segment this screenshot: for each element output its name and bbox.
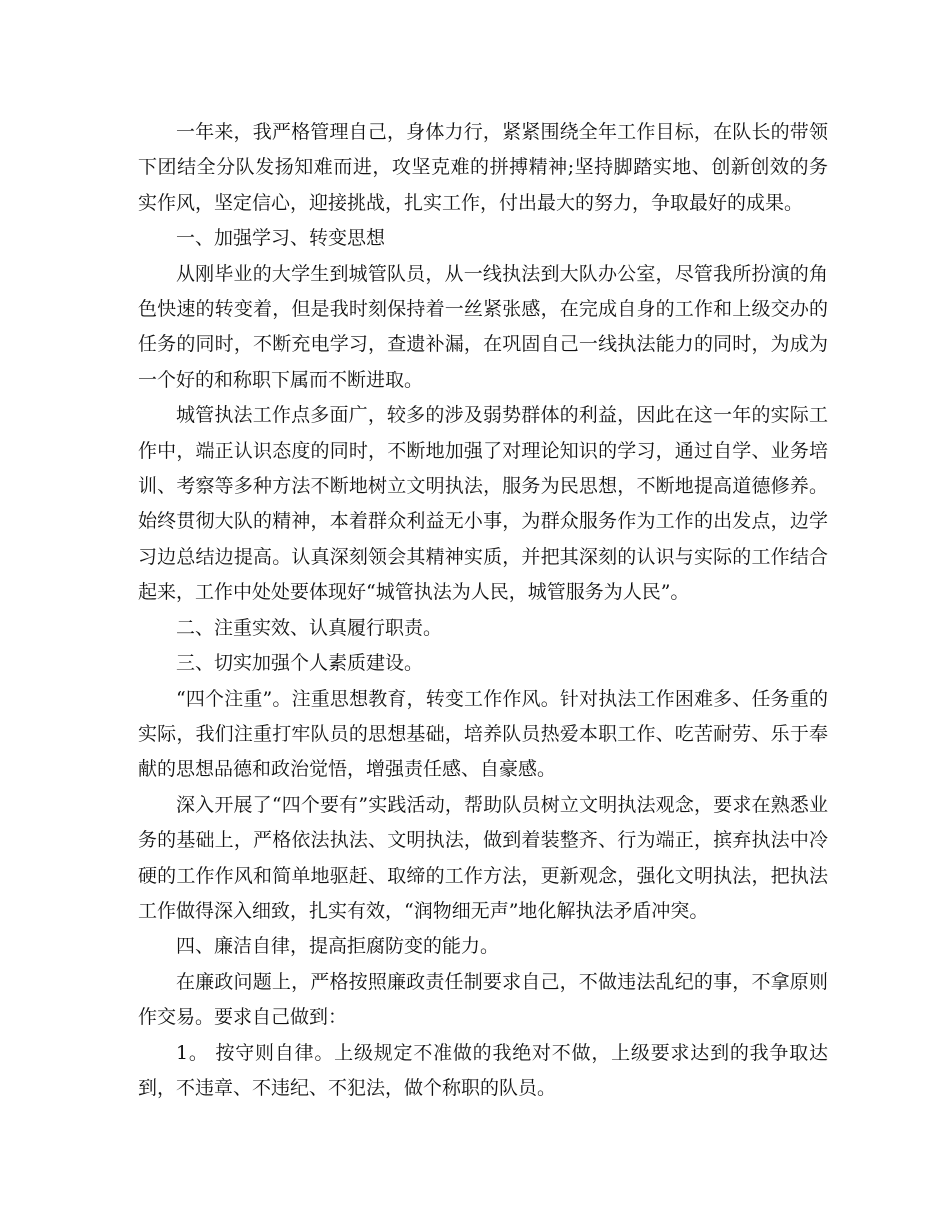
paragraph-study: 从刚毕业的大学生到城管队员，从一线执法到大队办公室，尽管我所扮演的角色快速的转变着，但是我时刻保持着一丝紧张感，在完成自身的工作和上级交办的任务的同时，不断充电学习，查遗补漏，在巩固自己一线执法能力的同时，为成为一个好的和称职下属而不断进取。 xyxy=(138,262,828,391)
section-heading-2: 二、注重实效、认真履行职责。 xyxy=(176,616,443,639)
paragraph-four-focuses: “四个注重”。注重思想教育，转变工作作风。针对执法工作困难多、任务重的实际，我们注重打牢队员的思想基础，培养队员热爱本职工作、吃苦耐劳、乐于奉献的思想品德和政治觉悟，增强责任感、自豪感。 xyxy=(138,687,828,781)
paragraph-rule-1: 1。 按守则自律。上级规定不准做的我绝对不做，上级要求达到的我争取达到，不违章、不违纪、不犯法，做个称职的队员。 xyxy=(138,1041,828,1099)
paragraph-integrity: 在廉政问题上，严格按照廉政责任制要求自己，不做违法乱纪的事，不拿原则作交易。要求自己做到： xyxy=(138,970,828,1029)
section-heading-4: 四、廉洁自律，提高拒腐防变的能力。 xyxy=(176,935,500,958)
document-body xyxy=(138,115,828,1106)
section-heading-3: 三、切实加强个人素质建设。 xyxy=(176,652,424,675)
paragraph-intro: 一年来，我严格管理自己，身体力行，紧紧围绕全年工作目标，在队长的带领下团结全分队发扬知难而进，攻坚克难的拼搏精神;坚持脚踏实地、创新创效的务实作风，坚定信心，迎接挑战，扎实工作，付出最大的努力，争取最好的成果。 xyxy=(138,121,828,214)
section-heading-1: 一、加强学习、转变思想 xyxy=(176,227,386,250)
paragraph-four-musts: 深入开展了“四个要有”实践活动，帮助队员树立文明执法观念，要求在熟悉业务的基础上，严格依法执法、文明执法，做到着装整齐、行为端正，摈弃执法中冷硬的工作作风和简单地驱赶、取缔的工作方法，更新观念，强化文明执法，把执法工作做得深入细致，扎实有效，“润物细无声”地化解执法矛盾冲突。 xyxy=(138,793,828,922)
paragraph-enforcement: 城管执法工作点多面广，较多的涉及弱势群体的利益，因此在这一年的实际工作中，端正认识态度的同时，不断地加强了对理论知识的学习，通过自学、业务培训、考察等多种方法不断地树立文明执法，服务为民思想，不断地提高道德修养。始终贯彻大队的精神，本着群众利益无小事，为群众服务作为工作的出发点，边学习边总结边提高。认真深刻领会其精神实质，并把其深刻的认识与实际的工作结合起来，工作中处处要体现好“城管执法为人民，城管服务为人民”。 xyxy=(138,404,828,604)
